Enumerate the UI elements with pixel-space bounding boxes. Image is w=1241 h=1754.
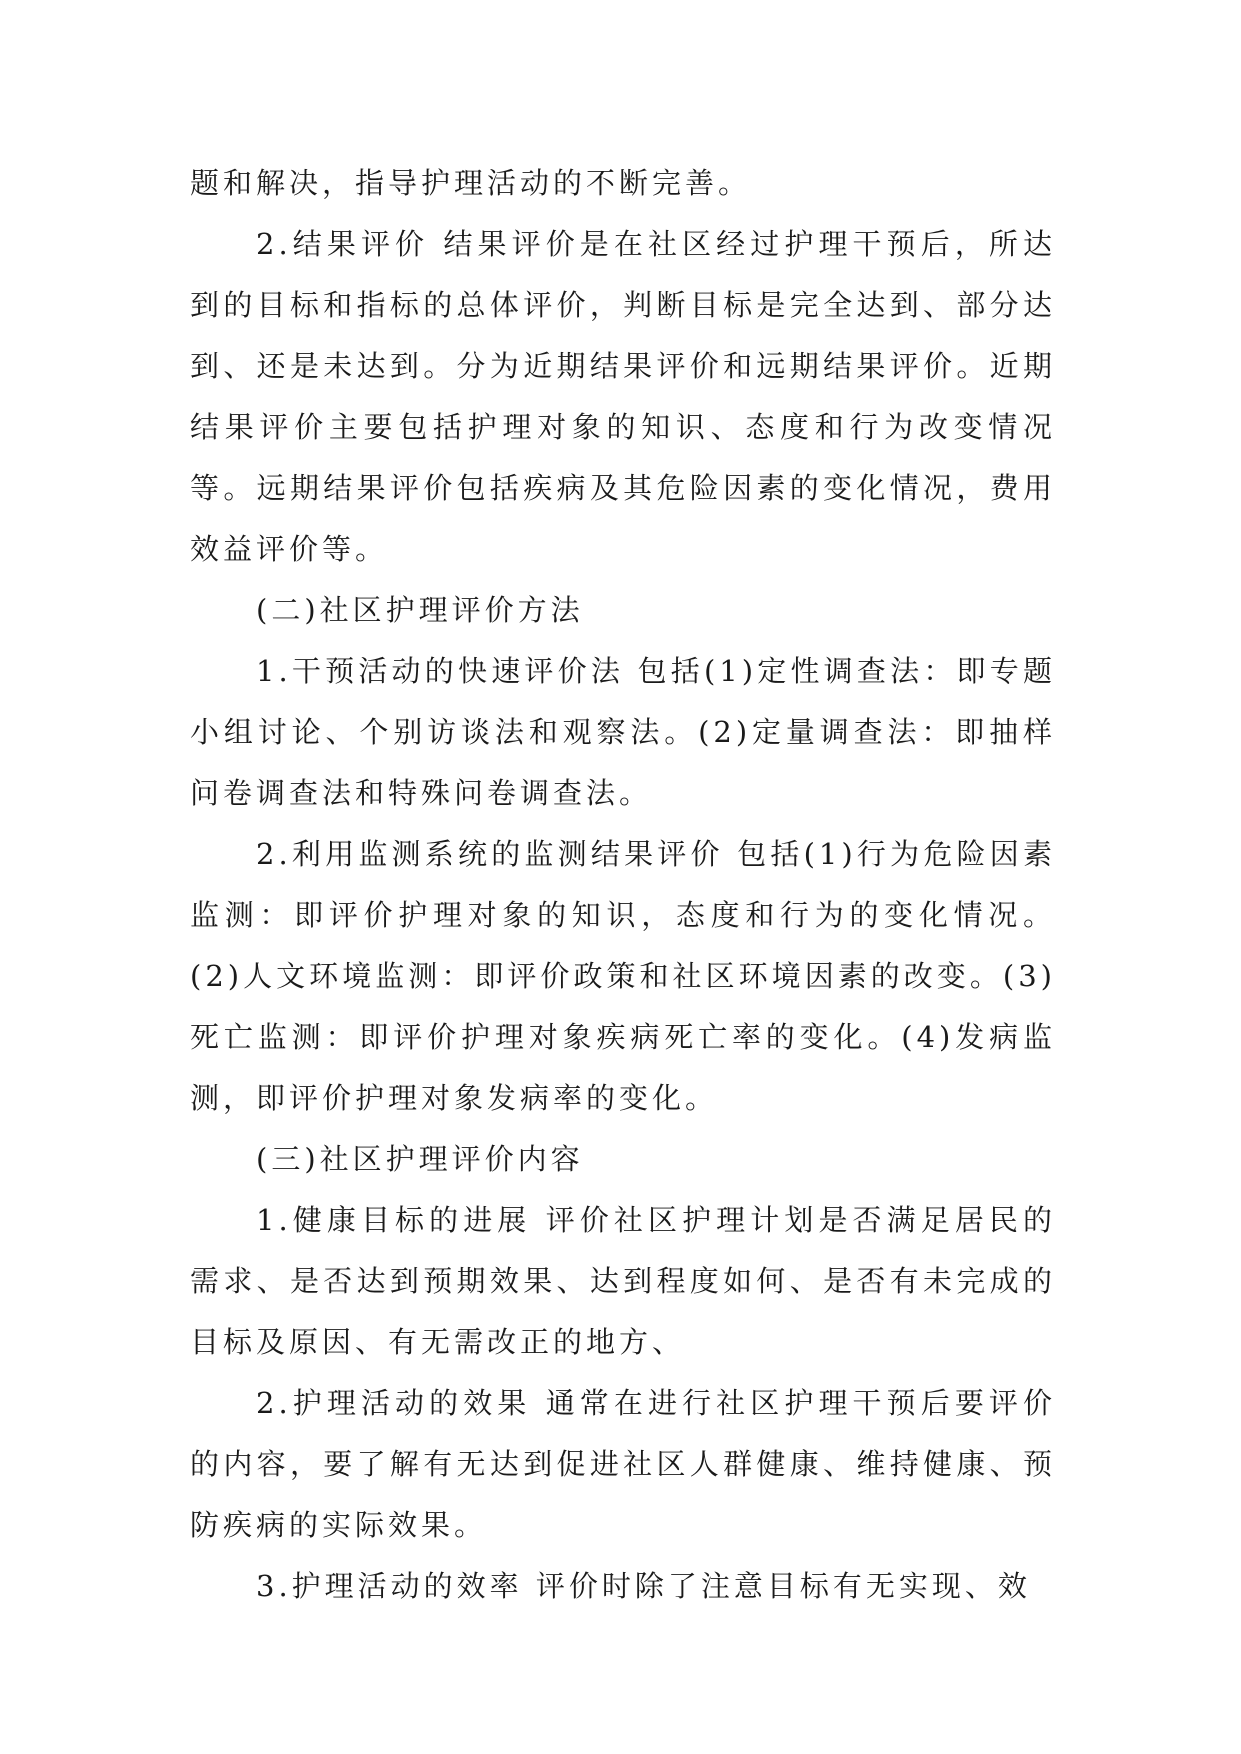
- paragraph-activity-effect: 2.护理活动的效果 通常在进行社区护理干预后要评价的内容，要了解有无达到促进社区人群健康、维持健康、预防疾病的实际效果。: [190, 1386, 1056, 1542]
- paragraph-activity-efficiency: 3.护理活动的效率 评价时除了注意目标有无实现、效: [256, 1569, 1031, 1603]
- document-page: [190, 153, 1056, 1617]
- paragraph-continuation: 题和解决，指导护理活动的不断完善。: [190, 166, 752, 200]
- section-heading-content: (三)社区护理评价内容: [256, 1142, 584, 1176]
- paragraph-rapid-evaluation: 1.干预活动的快速评价法 包括(1)定性调查法：即专题小组讨论、个别访谈法和观察法。(2)定量调查法：即抽样问卷调查法和特殊问卷调查法。: [190, 654, 1056, 810]
- paragraph-monitoring-evaluation: 2.利用监测系统的监测结果评价 包括(1)行为危险因素监测：即评价护理对象的知识，态度和行为的变化情况。(2)人文环境监测：即评价政策和社区环境因素的改变。(3)死亡监测：即评价护理对象疾病死亡率的变化。(4)发病监测，即评价护理对象发病率的变化。: [190, 837, 1056, 1115]
- paragraph-health-goals: 1.健康目标的进展 评价社区护理计划是否满足居民的需求、是否达到预期效果、达到程度如何、是否有未完成的目标及原因、有无需改正的地方、: [190, 1203, 1056, 1359]
- paragraph-outcome-evaluation: 2.结果评价 结果评价是在社区经过护理干预后，所达到的目标和指标的总体评价，判断目标是完全达到、部分达到、还是未达到。分为近期结果评价和远期结果评价。近期结果评价主要包括护理对象的知识、态度和行为改变情况等。远期结果评价包括疾病及其危险因素的变化情况，费用效益评价等。: [190, 227, 1056, 566]
- section-heading-methods: (二)社区护理评价方法: [256, 593, 584, 627]
